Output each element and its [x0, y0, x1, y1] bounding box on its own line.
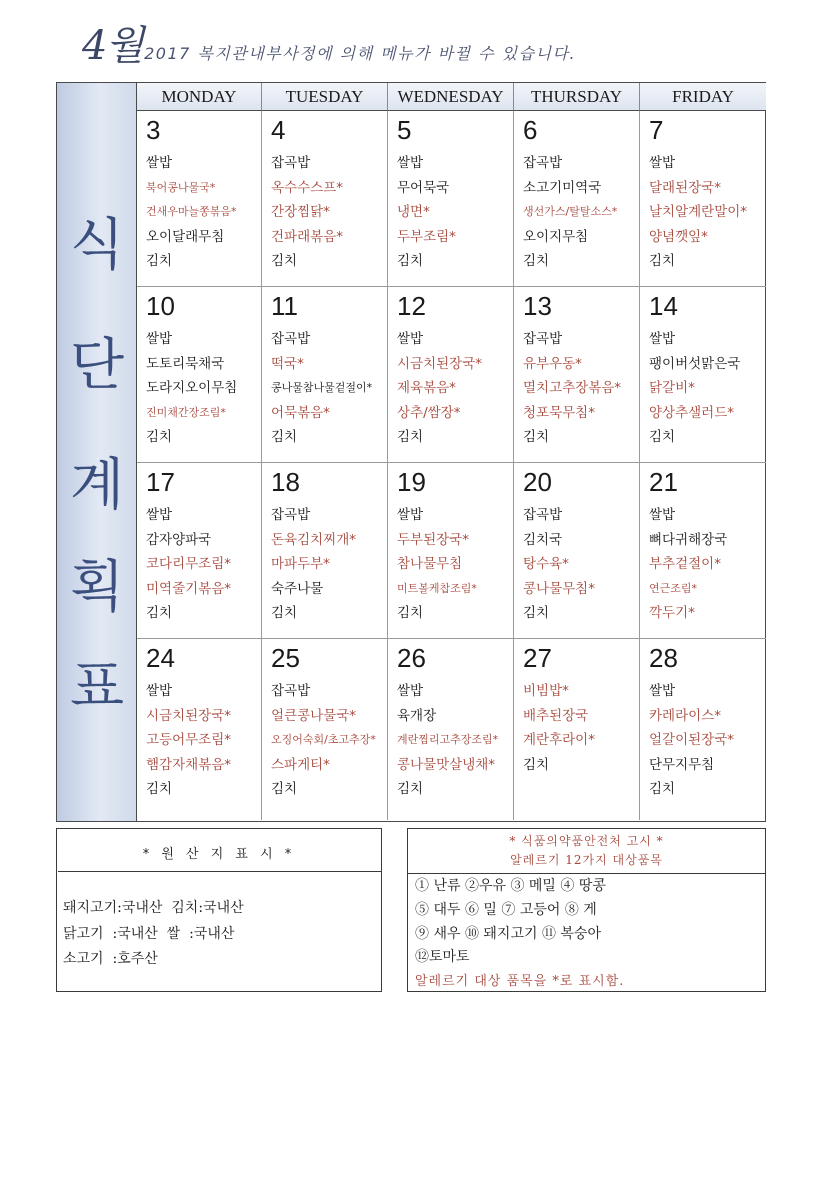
menu-item: 두부조림* [397, 228, 456, 245]
day-number: 7 [649, 115, 664, 145]
menu-item: 비빔밥* [523, 683, 569, 699]
day-cell [640, 639, 766, 820]
menu-item: 시금치된장국* [397, 355, 482, 372]
menu-item: 뼈다귀해장국 [649, 531, 728, 548]
menu-item: 김치 [649, 429, 676, 445]
menu-item: 잡곡밥 [271, 683, 311, 699]
menu-item: 김치 [146, 605, 173, 621]
menu-item: 잡곡밥 [271, 155, 311, 171]
menu-item: 옥수수스프* [271, 179, 343, 196]
menu-item: 김치 [271, 253, 298, 269]
menu-item: 단무지무침 [649, 756, 715, 773]
divider [408, 873, 765, 874]
menu-item: 김치 [523, 605, 550, 621]
menu-item: 잡곡밥 [271, 331, 311, 347]
menu-item: 도토리묵채국 [146, 355, 225, 372]
menu-item: 오이달래무침 [146, 228, 225, 245]
day-cell [262, 639, 388, 820]
day-number: 10 [146, 291, 175, 321]
menu-item: 건새우마늘쫑볶음* [146, 205, 237, 218]
day-cell [514, 463, 640, 639]
menu-item: 쌀밥 [397, 683, 424, 699]
day-cell [137, 639, 262, 820]
menu-item: 청포묵무침* [523, 404, 595, 421]
menu-item: 잡곡밥 [523, 155, 563, 171]
menu-item: 쌀밥 [397, 331, 424, 347]
sidebar-char: 계 [69, 453, 125, 518]
menu-item: 스파게티* [271, 756, 330, 773]
day-cell [640, 287, 766, 463]
menu-item: 쌀밥 [146, 683, 173, 699]
menu-item: 마파두부* [271, 556, 330, 572]
header-note: 2017 복지관내부사정에 의해 메뉴가 바뀔 수 있습니다. [144, 44, 577, 63]
menu-item: 쌀밥 [146, 507, 173, 523]
day-number: 11 [271, 291, 298, 321]
menu-item: 멸치고추장볶음* [523, 380, 622, 396]
menu-item: 쌀밥 [146, 331, 173, 347]
page-header [82, 14, 577, 69]
menu-item: 콩나물맛살냉채* [397, 756, 496, 773]
day-cell [640, 463, 766, 639]
allergy-row: ⑫토마토 [415, 949, 470, 965]
allergy-notice-2: 알레르기 12가지 대상품목 [510, 853, 663, 867]
meal-calendar [56, 82, 766, 822]
menu-item: 김치 [523, 756, 550, 773]
weekday-header: TUESDAY [262, 83, 388, 111]
day-number: 19 [397, 467, 426, 497]
menu-item: 연근조림* [649, 581, 698, 595]
menu-item: 김치 [397, 605, 424, 621]
menu-item: 햄감자채볶음* [146, 756, 231, 773]
allergy-row: ⑤ 대두 ⑥ 밀 ⑦ 고등어 ⑧ 게 [415, 902, 597, 918]
menu-item: 미트볼케찹조림* [397, 581, 477, 595]
menu-item: 탕수육* [523, 556, 569, 572]
day-number: 6 [523, 115, 538, 145]
day-number: 28 [649, 643, 678, 673]
day-number: 17 [146, 467, 175, 497]
menu-item: 배추된장국 [523, 707, 589, 724]
menu-item: 미역줄기볶음* [146, 580, 231, 597]
menu-item: 양상추샐러드* [649, 404, 734, 421]
menu-item: 쌀밥 [649, 331, 676, 347]
day-cell [514, 111, 640, 287]
sidebar-char: 획 [69, 555, 125, 620]
menu-item: 김치 [523, 253, 550, 269]
day-number: 18 [271, 467, 300, 497]
menu-item: 김치 [146, 781, 173, 797]
menu-item: 쌀밥 [649, 155, 676, 171]
allergy-row: ⑨ 새우 ⑩ 돼지고기 ⑪ 복숭아 [415, 926, 601, 942]
day-number: 27 [523, 643, 552, 673]
menu-item: 잡곡밥 [523, 331, 563, 347]
menu-item: 시금치된장국* [146, 707, 231, 724]
menu-item: 두부된장국* [397, 531, 469, 548]
day-cell [137, 463, 262, 639]
menu-item: 쌀밥 [649, 683, 676, 699]
menu-item: 오징어숙회/초고추장* [271, 733, 376, 746]
day-cell [514, 639, 640, 820]
calendar-grid [137, 83, 765, 821]
weekday-header: MONDAY [137, 83, 262, 111]
day-number: 12 [397, 291, 426, 321]
menu-item: 오이지무침 [523, 228, 589, 245]
day-cell [388, 463, 514, 639]
weekday-header: WEDNESDAY [388, 83, 514, 111]
day-cell [388, 111, 514, 287]
menu-item: 유부우동* [523, 355, 582, 372]
menu-item: 달래된장국* [649, 179, 721, 196]
allergy-notice-1: * 식품의약품안전처 고시 * [509, 834, 664, 848]
menu-item: 부추겉절이* [649, 556, 721, 572]
sidebar-char: 표 [69, 655, 125, 720]
menu-item: 계란후라이* [523, 732, 595, 748]
menu-item: 얼갈이된장국* [649, 732, 734, 748]
menu-item: 소고기미역국 [523, 179, 602, 196]
menu-item: 코다리무조림* [146, 556, 231, 572]
day-cell [388, 639, 514, 820]
weekday-header: THURSDAY [514, 83, 640, 111]
allergy-box [407, 828, 766, 992]
sidebar-char: 단 [69, 333, 125, 398]
day-number: 3 [146, 115, 161, 145]
divider [58, 871, 381, 872]
menu-item: 잡곡밥 [523, 507, 563, 523]
menu-item: 육개장 [397, 707, 437, 724]
menu-item: 김치 [397, 253, 424, 269]
day-cell [262, 287, 388, 463]
month-title: 4월 [82, 23, 143, 69]
day-cell [262, 111, 388, 287]
menu-item: 감자양파국 [146, 531, 212, 548]
menu-item: 김치 [271, 781, 298, 797]
menu-item: 김치 [523, 429, 550, 445]
menu-item: 김치 [271, 429, 298, 445]
allergy-footer: 알레르기 대상 품목을 *로 표시함. [415, 974, 625, 989]
menu-item: 제육볶음* [397, 380, 456, 396]
day-cell [137, 111, 262, 287]
sidebar-char: 식 [69, 213, 125, 278]
menu-item: 도라지오이무침 [146, 380, 238, 396]
menu-item: 양념깻잎* [649, 228, 708, 245]
day-number: 13 [523, 291, 552, 321]
menu-item: 김치 [146, 253, 173, 269]
menu-item: 김치 [271, 605, 298, 621]
origin-row: 돼지고기:국내산 김치:국내산 [63, 900, 244, 916]
day-number: 5 [397, 115, 412, 145]
day-number: 14 [649, 291, 678, 321]
menu-item: 김치 [649, 253, 676, 269]
menu-item: 김치국 [523, 531, 563, 548]
menu-item: 쌀밥 [146, 155, 173, 171]
menu-item: 팽이버섯맑은국 [649, 355, 741, 372]
menu-item: 김치 [146, 429, 173, 445]
menu-item: 카레라이스* [649, 707, 721, 724]
menu-item: 쌀밥 [397, 507, 424, 523]
weekday-header: FRIDAY [640, 83, 766, 111]
day-cell [388, 287, 514, 463]
menu-item: 진미채간장조림* [146, 405, 226, 419]
day-number: 21 [649, 467, 678, 497]
day-number: 25 [271, 643, 300, 673]
menu-item: 생선가스/탈탈소스* [523, 205, 618, 218]
origin-title: * 원 산 지 표 시 * [142, 847, 296, 862]
sidebar-title [57, 83, 137, 821]
day-cell [640, 111, 766, 287]
origin-box [56, 828, 382, 992]
allergy-row: ① 난류 ②우유 ③ 메밀 ④ 땅콩 [415, 878, 606, 894]
menu-item: 간장찜닭* [271, 204, 330, 220]
day-number: 24 [146, 643, 175, 673]
menu-item: 잡곡밥 [271, 507, 311, 523]
day-number: 4 [271, 115, 286, 145]
menu-item: 참나물무침 [397, 556, 463, 572]
origin-row: 닭고기 :국내산 쌀 :국내산 [63, 926, 235, 942]
menu-item: 냉면* [397, 204, 430, 220]
origin-row: 소고기 :호주산 [63, 951, 158, 967]
day-number: 20 [523, 467, 552, 497]
menu-item: 건파래볶음* [271, 228, 343, 245]
menu-item: 깍두기* [649, 605, 695, 621]
menu-item: 북어콩나물국* [146, 180, 216, 194]
menu-item: 무어묵국 [397, 179, 450, 196]
menu-item: 상추/쌈장* [397, 404, 461, 421]
menu-item: 김치 [649, 781, 676, 797]
day-cell [137, 287, 262, 463]
menu-item: 쌀밥 [649, 507, 676, 523]
menu-item: 계란찜리고추장조림* [397, 733, 499, 746]
day-cell [262, 463, 388, 639]
menu-item: 쌀밥 [397, 155, 424, 171]
menu-item: 날치알계란말이* [649, 204, 748, 220]
day-cell [514, 287, 640, 463]
menu-item: 콩나물참나물겉절이* [271, 381, 373, 394]
menu-item: 어묵볶음* [271, 404, 330, 421]
menu-item: 떡국* [271, 355, 304, 372]
menu-item: 김치 [397, 781, 424, 797]
menu-item: 고등어무조림* [146, 732, 231, 748]
menu-item: 돈육김치찌개* [271, 531, 356, 548]
menu-item: 얼큰콩나물국* [271, 707, 356, 724]
menu-item: 김치 [397, 429, 424, 445]
menu-item: 숙주나물 [271, 580, 324, 597]
menu-item: 닭갈비* [649, 380, 695, 396]
day-number: 26 [397, 643, 426, 673]
menu-item: 콩나물무침* [523, 580, 595, 597]
